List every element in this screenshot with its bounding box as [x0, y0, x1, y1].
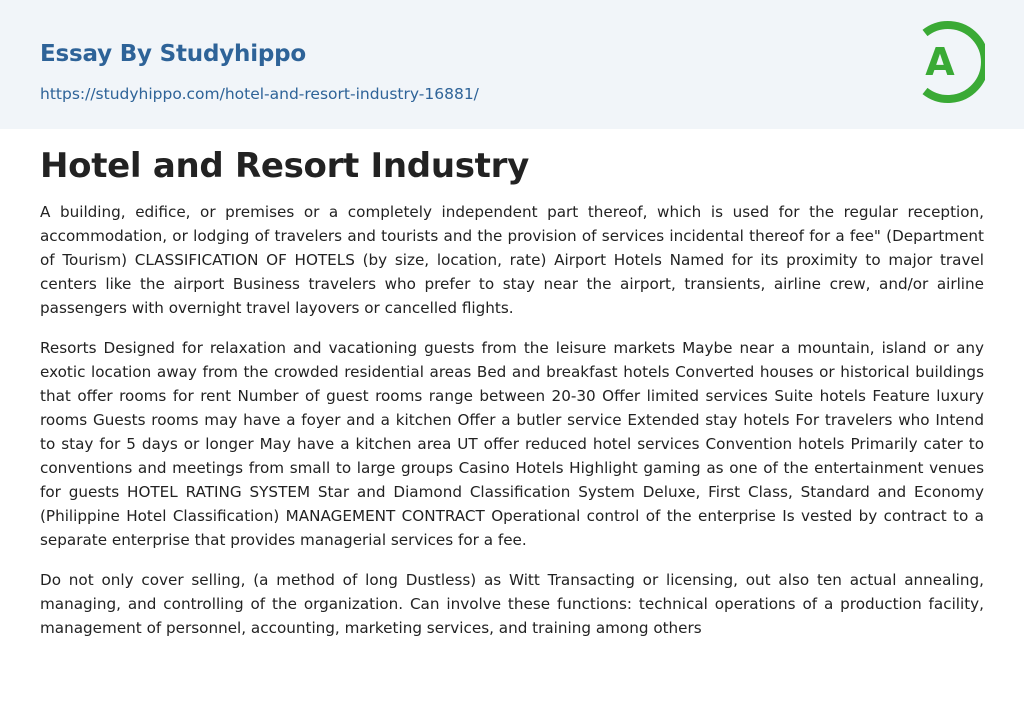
essay-paragraph: Do not only cover selling, (a method of long Dustless) as Witt Transacting or licensing, out also ten actual annealing, managing, and controlling of the organization. Can involve these functions: technical operations of a production facility, management of personnel, accounting, marketing services, and training among others	[40, 571, 984, 637]
essay-paragraph: A building, edifice, or premises or a completely independent part thereof, which is used for the regular reception, accommodation, or lodging of travelers and tourists and the provision of services incidental thereof for a fee" (Department of Tourism) CLASSIFICATION OF HOTELS (by size, location, rate) Airport Hotels Named for its proximity to major travel centers like the airport Business travelers who prefer to stay near the airport, transients, airline crew, and/or airline passengers with overnight travel layovers or cancelled flights.	[40, 203, 984, 317]
logo-letter: A	[925, 40, 955, 84]
page-title: Hotel and Resort Industry	[40, 146, 529, 186]
site-brand[interactable]: Essay By Studyhippo	[40, 41, 307, 67]
essay-paragraph: Resorts Designed for relaxation and vacationing guests from the leisure markets Maybe near a mountain, island or any exotic location away from the crowded residential areas Bed and breakfast hotels Converted houses or historical buildings that offer rooms for rent Number of guest rooms range between 20-30 Offer limited services Suite hotels Feature luxury rooms Guests rooms may have a foyer and a kitchen Offer a butler service Extended stay hotels For travelers who Intend to stay for 5 days or longer May have a kitchen area UT offer reduced hotel services Convention hotels Primarily cater to conventions and meetings from small to large groups Casino Hotels Highlight gaming as one of the entertainment venues for guests HOTEL RATING SYSTEM Star and Diamond Classification System Deluxe, First Class, Standard and Economy (Philippine Hotel Classification) MANAGEMENT CONTRACT Operational control of the enterprise Is vested by contract to a separate enterprise that provides managerial services for a fee.	[40, 339, 984, 549]
essay-url-link[interactable]: https://studyhippo.com/hotel-and-resort-industry-16881/	[40, 85, 479, 103]
studyhippo-logo-icon[interactable]	[913, 20, 985, 104]
essay-body	[40, 200, 984, 656]
